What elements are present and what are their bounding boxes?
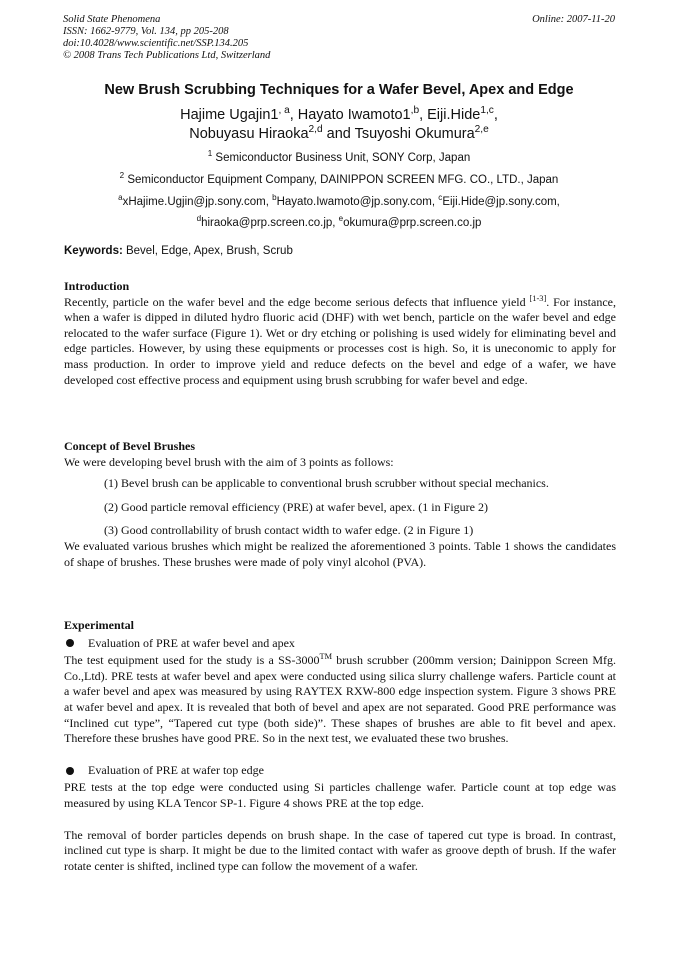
citation-ref: [1-3] [529, 293, 547, 303]
spacer [64, 812, 616, 828]
paragraph [64, 295, 616, 389]
author-superscript: 2,d [308, 124, 323, 136]
paragraph-text: The test equipment used for the study is a SS-3000 [64, 653, 320, 668]
affiliation-text: Semiconductor Equipment Company, DAINIPPON SCREEN MFG. CO., LTD., Japan [124, 174, 559, 186]
affiliation-1 [0, 149, 678, 164]
author-line-2 [0, 125, 678, 144]
bullet-text: Evaluation of PRE at wafer bevel and apex [88, 635, 295, 650]
introduction-section [64, 279, 616, 388]
paragraph: The removal of border particles depends on brush shape. In the case of tapered cut type is broad. In contrast, inclined cut type is sharp. It might be due to the limited contact with wafer as groove depth of brush. If the wafer rotate center is shifted, inclined type can follow the movement of a wafer. [64, 827, 616, 873]
paragraph: PRE tests at the top edge were conducted using Si particles challenge wafer. Particle count at top edge was measured by using KLA Tencor SP-1. Figure 4 shows PRE at the top edge. [64, 780, 616, 810]
email-link[interactable]: okumura@prp.screen.co.jp [343, 217, 482, 229]
affiliation-2 [0, 171, 678, 186]
author-superscript: ,b [410, 105, 420, 117]
author-list [0, 106, 678, 144]
issn-line: ISSN: 1662-9779, Vol. 134, pp 205-208 [63, 26, 229, 37]
list-item: (1) Bevel brush can be applicable to conventional brush scrubber without special mechanics. [104, 476, 549, 491]
journal-name: Solid State Phenomena [63, 14, 161, 25]
author-name: , Eiji.Hide [419, 107, 481, 123]
author-separator: , [493, 107, 498, 123]
section-heading: Introduction [64, 279, 130, 293]
trademark-superscript: TM [319, 652, 333, 662]
email-line-1 [0, 193, 678, 208]
paragraph [64, 653, 616, 747]
affiliation-text: Semiconductor Business Unit, SONY Corp, Japan [212, 152, 471, 164]
copyright-line: © 2008 Trans Tech Publications Ltd, Switzerland [63, 50, 271, 61]
email-superscript: e [338, 214, 344, 224]
author-superscript: 2,e [474, 124, 489, 136]
keywords-label: Keywords: [64, 245, 123, 257]
keywords-text: Bevel, Edge, Apex, Brush, Scrub [122, 245, 293, 257]
paper-title: New Brush Scrubbing Techniques for a Wafer Bevel, Apex and Edge [104, 82, 574, 98]
email-superscript: d [196, 214, 202, 224]
bullet-dot-icon [66, 639, 74, 647]
email-link[interactable]: xHajime.Ugjin@jp.sony.com, [122, 196, 273, 208]
paragraph: We were developing bevel brush with the aim of 3 points as follows: [64, 454, 394, 469]
affiliation-number: 2 [119, 171, 125, 181]
bullet-dot-icon [66, 767, 74, 775]
keywords-line [64, 245, 293, 257]
paragraph-text: . For instance, when a wafer is dipped in diluted hydro fluoric acid (DHF) with wet bench, particle on the wafer bevel and edge relocated to the wafer surface (Figure 1). Wet or dry etching or polishing is used widely for eliminating bevel and edge particles. However, by using these equipments or processes cost is high. So, it is uneconomic to apply for mass production. In order to improve yield and reduce defects on the bevel and edge of a wafer, we have developed cost effective process and equipment using brush scrubbing for wafer bevel and edge. [64, 294, 616, 387]
email-link[interactable]: hiraoka@prp.screen.co.jp, [201, 217, 339, 229]
email-line-2 [0, 214, 678, 229]
experimental-section [64, 618, 616, 874]
list-item: (2) Good particle removal efficiency (PRE) at wafer bevel, apex. (1 in Figure 2) [104, 499, 488, 514]
email-superscript: c [438, 193, 443, 203]
online-date: Online: 2007-11-20 [532, 14, 615, 25]
author-superscript: 1,c [480, 105, 494, 117]
paragraph: We evaluated various brushes which might be realized the aforementioned 3 points. Table 1 shows the candidates of shape of brushes. These brushes were made of poly vinyl alcohol (PVA). [64, 538, 616, 569]
paragraph-text: Recently, particle on the wafer bevel and the edge become serious defects that influence yield [64, 294, 530, 309]
bullet-item [64, 763, 616, 779]
email-superscript: a [118, 193, 123, 203]
spacer [64, 747, 616, 761]
email-link[interactable]: Hayato.Iwamoto@jp.sony.com, [276, 196, 439, 208]
author-line-1 [0, 106, 678, 125]
bullet-text: Evaluation of PRE at wafer top edge [88, 762, 264, 777]
bullet-item [64, 636, 616, 652]
email-superscript: b [272, 193, 277, 203]
journal-header [63, 14, 270, 62]
author-name: and Tsuyoshi Okumura [322, 126, 475, 142]
email-link[interactable]: Eiji.Hide@jp.sony.com, [442, 196, 560, 208]
author-name: Hajime Ugajin1 [180, 107, 279, 123]
section-heading: Experimental [64, 618, 134, 632]
affiliation-number: 1 [207, 149, 213, 159]
author-name: Nobuyasu Hiraoka [189, 126, 309, 142]
doi-line: doi:10.4028/www.scientific.net/SSP.134.205 [63, 38, 249, 49]
section-heading: Concept of Bevel Brushes [64, 439, 195, 453]
author-name: , Hayato Iwamoto1 [289, 107, 411, 123]
concept-section [64, 439, 616, 570]
author-superscript: , a [278, 105, 290, 117]
paragraph-text: brush scrubber (200mm version; Dainippon Screen Mfg. Co.,Ltd). PRE tests at wafer bevel and apex were conducted using silica slurry challenge wafers. Particle count at a wafer bevel and apex was measured by using RAYTEX RXW-800 edge inspection system. Figure 3 shows PRE at wafer bevel and apex. It is revealed that both of bevel and apex are not separated. Good PRE performance was “Inclined cut type”, “Tapered cut type (both side)”. These shapes of brushes are able to fit bevel and apex. Therefore these brushes have good PRE. So in the next test, we evaluated these two brushes. [64, 653, 616, 746]
list-item: (3) Good controllability of brush contact width to wafer edge. (2 in Figure 1) [104, 523, 474, 538]
